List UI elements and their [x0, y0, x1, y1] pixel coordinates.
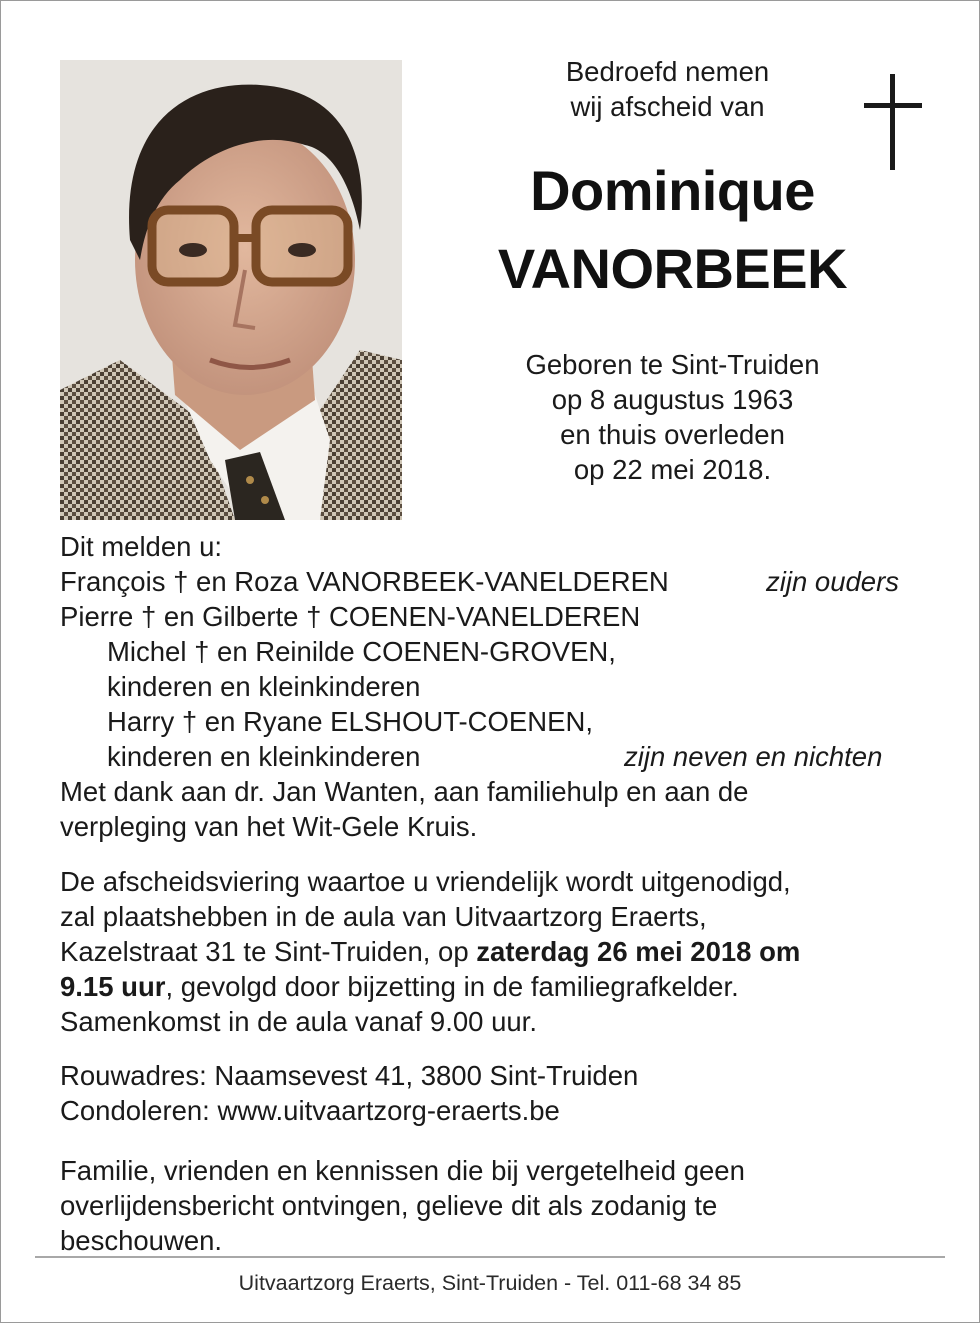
- family-parents: [60, 564, 930, 599]
- footer-undertaker: Uitvaartzorg Eraerts, Sint-Truiden - Tel. 011-68 34 85: [238, 1271, 742, 1295]
- family-cousins-2-kids-row: [60, 739, 930, 774]
- condolence-link[interactable]: Condoleren: www.uitvaartzorg-eraerts.be: [60, 1095, 560, 1126]
- death-line: en thuis overleden: [560, 419, 785, 450]
- parents-names: François † en Roza VANORBEEK-VANELDEREN: [60, 566, 669, 597]
- intro-line: Bedroefd nemen: [565, 56, 770, 87]
- cousins-role: zijn neven en nichten: [624, 741, 883, 772]
- thanks-line: Met dank aan dr. Jan Wanten, aan familiehulp en aan de: [60, 776, 749, 807]
- family-list: [60, 529, 930, 844]
- last-name: VANORBEEK: [497, 237, 848, 300]
- cousins-2-kids: kinderen en kleinkinderen: [107, 741, 421, 772]
- parents-role: zijn ouders: [766, 566, 899, 597]
- ceremony-line: [60, 934, 930, 969]
- notice-line: Familie, vrienden en kennissen die bij vergetelheid geen: [60, 1155, 745, 1186]
- ceremony-text: [60, 864, 930, 1039]
- intro-text: [470, 54, 865, 124]
- deceased-name: [470, 152, 875, 308]
- portrait-photo: [60, 60, 402, 520]
- family-grandparents: Pierre † en Gilberte † COENEN-VANELDEREN: [60, 601, 641, 632]
- ceremony-date: zaterdag 26 mei 2018 om: [476, 936, 801, 967]
- ceremony-burial: , gevolgd door bijzetting in de familiegrafkelder.: [165, 971, 739, 1002]
- intro-line: wij afscheid van: [570, 91, 765, 122]
- ceremony-line: [60, 969, 930, 1004]
- contact-text: [60, 1058, 930, 1128]
- family-header: Dit melden u:: [60, 531, 223, 562]
- notice-text: [60, 1153, 930, 1258]
- family-cousins-1: Michel † en Reinilde COENEN-GROVEN,: [107, 636, 616, 667]
- birth-line: op 8 augustus 1963: [551, 384, 794, 415]
- notice-line: overlijdensbericht ontvingen, gelieve dit als zodanig te: [60, 1190, 718, 1221]
- footer-divider: [35, 1256, 945, 1258]
- birth-line: Geboren te Sint-Truiden: [525, 349, 820, 380]
- family-cousins-1-kids: kinderen en kleinkinderen: [107, 671, 421, 702]
- ceremony-gathering: Samenkomst in de aula vanaf 9.00 uur.: [60, 1006, 537, 1037]
- death-line: op 22 mei 2018.: [573, 454, 772, 485]
- ceremony-time: 9.15 uur: [60, 971, 166, 1002]
- family-cousins-2: Harry † en Ryane ELSHOUT-COENEN,: [107, 706, 593, 737]
- ceremony-line: zal plaatshebben in de aula van Uitvaartzorg Eraerts,: [60, 901, 707, 932]
- mourning-address: Rouwadres: Naamsevest 41, 3800 Sint-Truiden: [60, 1060, 639, 1091]
- ceremony-location: Kazelstraat 31 te Sint-Truiden, op: [60, 936, 477, 967]
- notice-line: beschouwen.: [60, 1225, 223, 1256]
- birth-death-text: [470, 347, 875, 487]
- thanks-line: verpleging van het Wit-Gele Kruis.: [60, 811, 478, 842]
- ceremony-line: De afscheidsviering waartoe u vriendelijk wordt uitgenodigd,: [60, 866, 791, 897]
- first-name: Dominique: [530, 159, 815, 222]
